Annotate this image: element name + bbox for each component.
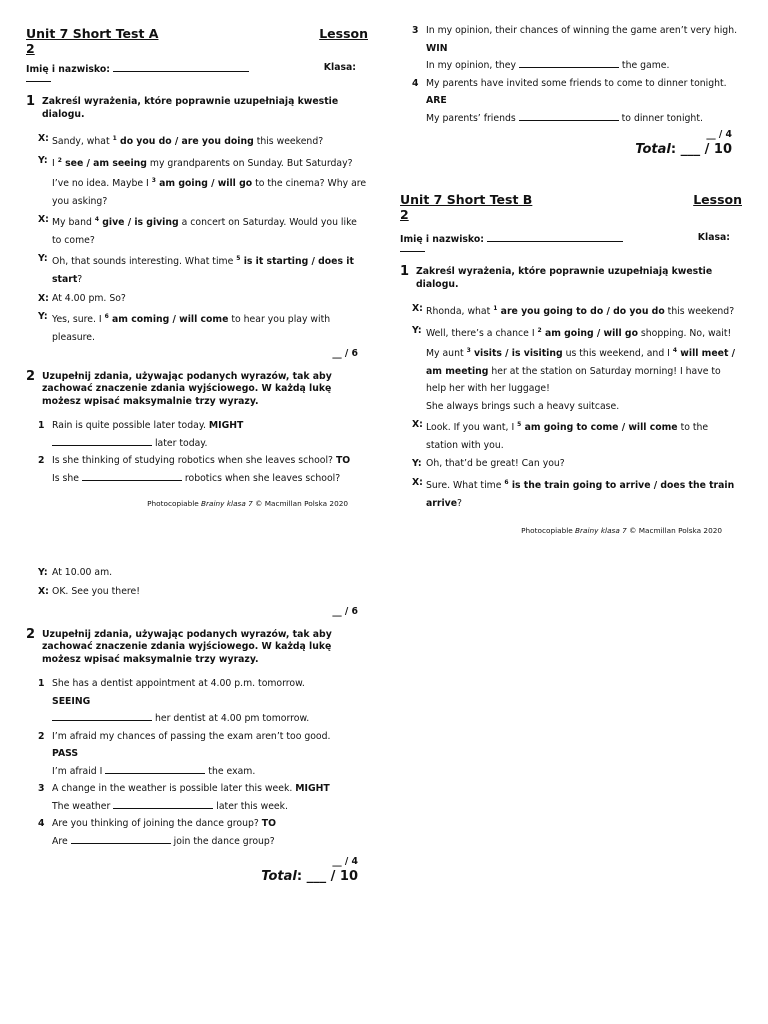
item-text: In my opinion, they (426, 60, 519, 71)
item-number: 4 (412, 77, 419, 89)
speaker-label: X: (38, 292, 49, 304)
class-label: Klasa: (323, 62, 356, 73)
speaker-label: X: (412, 419, 423, 431)
speaker-label: Y: (412, 324, 422, 336)
dialogue-line (400, 455, 742, 473)
total-label: Total (261, 868, 297, 884)
dialogue-line (26, 152, 368, 211)
class-blank[interactable] (26, 76, 51, 82)
name-blank[interactable] (113, 62, 249, 72)
test-b-header (400, 192, 742, 222)
answer-blank[interactable] (519, 58, 619, 68)
answer-choice[interactable]: am coming / will come (108, 314, 229, 326)
exercise-1-instructions (400, 266, 742, 291)
footer-book: Brainy klasa 7 (575, 526, 627, 536)
gap-number: 6 (104, 313, 109, 321)
exercise-score: __ / 6 (332, 606, 358, 617)
exercise-score: __ / 4 (332, 856, 358, 868)
gap-number: 5 (236, 255, 241, 263)
item-text: later today. (152, 437, 208, 449)
test-a-page-2 (400, 22, 742, 158)
item-number: 3 (412, 25, 419, 36)
keyword: SEEING (52, 695, 91, 707)
gap-number: 3 (151, 177, 156, 185)
dialogue-line (26, 290, 368, 308)
dialogue-text: I’ve no idea. Maybe I (52, 178, 152, 190)
gap-number: 2 (57, 156, 62, 164)
item-number: 4 (38, 818, 45, 830)
dialogue-text: Sure. What time (426, 480, 505, 492)
answer-choice[interactable]: am going to come / will come (521, 422, 678, 434)
item-number: 2 (38, 730, 45, 742)
test-a-header (26, 26, 368, 56)
exercise-score: __ / 6 (332, 348, 358, 360)
item-text: Are (52, 835, 71, 847)
dialogue-text: to the cinema? Why are you asking? (52, 178, 367, 207)
dialogue-line (400, 416, 742, 454)
answer-blank[interactable] (52, 436, 152, 446)
exercise-number: 2 (26, 368, 36, 384)
keyword: TO (335, 455, 351, 467)
answer-blank[interactable] (71, 834, 171, 844)
transformation-item (400, 75, 742, 128)
exercise-number: 1 (26, 94, 36, 109)
item-text: Is she (52, 472, 82, 484)
exercise-score: __ / 4 (706, 129, 732, 140)
item-text: Are you thinking of joining the dance group? (52, 818, 262, 830)
dialogue-text: Oh, that’d be great! Can you? (426, 458, 565, 470)
test-b-page-2 (26, 564, 368, 885)
test-b-title: Unit 7 Short Test B (400, 192, 533, 207)
answer-choice[interactable]: am going / will go (541, 327, 638, 339)
item-text: She has a dentist appointment at 4.00 p.m. tomorrow. (52, 678, 305, 690)
transformation-item (400, 22, 742, 75)
transformation-item (26, 728, 368, 781)
test-b-name-row (400, 232, 742, 246)
speaker-label: Y: (38, 154, 48, 166)
total-value: : ___ / 10 (296, 868, 358, 884)
dialogue-text: this weekend? (664, 306, 735, 318)
total-label: Total (635, 141, 671, 157)
speaker-label: Y: (38, 253, 48, 265)
test-b-lesson: Lesson (693, 192, 742, 207)
item-number: 1 (38, 420, 45, 432)
dialogue-text: I (52, 157, 58, 169)
dialogue-line (26, 564, 368, 582)
item-text: My parents have invited some friends to come to dinner tonight. (426, 77, 727, 89)
item-text: In my opinion, their chances of winning the game aren’t very high. (426, 25, 738, 36)
keyword: MIGHT (208, 420, 244, 432)
exercise-number: 1 (400, 264, 410, 279)
item-text: robotics when she leaves school? (181, 472, 341, 484)
dialogue-line (400, 322, 742, 416)
item-text: later this week. (213, 800, 288, 812)
item-text: join the dance group? (170, 835, 275, 847)
exercise-number: 2 (26, 626, 36, 642)
dialogue-text: shopping. No, wait! My aunt (426, 327, 732, 360)
item-number: 2 (38, 455, 45, 467)
name-label: Imię i nazwisko: (26, 64, 110, 75)
footer-book: Brainy klasa 7 (201, 499, 253, 509)
answer-choice[interactable]: give / is giving (99, 217, 179, 229)
speaker-label: X: (38, 133, 49, 145)
dialogue-text: to hear you play with pleasure. (52, 314, 331, 343)
transformation-item (26, 452, 368, 487)
item-text: I’m afraid my chances of passing the exam aren’t too good. (52, 730, 331, 742)
exercise-instructions: Zakreśl wyrażenia, które poprawnie uzupełniają kwestie dialogu. (42, 96, 339, 120)
exercise-2-instructions (26, 626, 368, 667)
answer-choice[interactable]: will meet / am meeting (426, 348, 736, 377)
speaker-label: Y: (38, 567, 48, 578)
dialogue-line (26, 583, 368, 601)
footer-text: © Macmillan Polska 2020 (626, 526, 722, 536)
item-text: her dentist at 4.00 pm tomorrow. (152, 713, 310, 725)
item-text: The weather (52, 800, 114, 812)
exercise-1-instructions (26, 96, 368, 121)
dialogue-text: my grandparents on Sunday. But Saturday? (146, 157, 353, 169)
name-label: Imię i nazwisko: (400, 234, 484, 245)
answer-choice[interactable]: is it starting / does it start (52, 256, 354, 286)
speaker-label: X: (412, 476, 423, 488)
transformation-item (26, 675, 368, 728)
dialogue-text: Rhonda, what (426, 306, 494, 318)
footer-text: Photocopiable (521, 526, 576, 536)
dialogue-text: Look. If you want, I (426, 422, 518, 434)
dialogue-text: Well, there’s a chance I (426, 327, 538, 339)
answer-choice[interactable]: is the train going to arrive / does the train arrive (426, 480, 735, 509)
item-text: Is she thinking of studying robotics when she leaves school? (52, 455, 336, 467)
dialogue-line (26, 211, 368, 249)
test-a-lesson: Lesson (319, 26, 368, 41)
footer-text: Photocopiable (147, 499, 202, 509)
speaker-label: Y: (412, 458, 422, 470)
name-blank[interactable] (487, 232, 623, 242)
gap-number: 3 (466, 347, 471, 355)
answer-blank[interactable] (105, 764, 205, 774)
dialogue-text: At 4.00 pm. So? (52, 292, 126, 304)
dialogue-line (26, 250, 368, 288)
test-a-page-1 (26, 26, 368, 509)
item-text: to dinner tonight. (618, 112, 703, 124)
dialogue-line (400, 300, 742, 321)
copyright-footer (400, 526, 742, 536)
answer-choice[interactable]: are you going to do / do you do (497, 306, 665, 318)
total-score (400, 142, 742, 158)
class-blank[interactable] (400, 246, 425, 252)
dialogue-line (400, 474, 742, 512)
dialogue-text: a concert on Saturday. Would you like to come? (52, 217, 357, 246)
dialogue-text: Yes, sure. I (52, 314, 105, 326)
speaker-label: X: (412, 303, 423, 315)
dialogue-text: to the station with you. (426, 422, 709, 451)
copyright-footer (26, 499, 368, 509)
transformation-item (26, 815, 368, 850)
total-value: : ___ / 10 (670, 141, 732, 157)
footer-text: © Macmillan Polska 2020 (252, 499, 348, 509)
item-text: I’m afraid I (52, 765, 106, 777)
dialogue-text: At 10.00 am. (52, 567, 113, 578)
answer-blank[interactable] (113, 799, 213, 809)
keyword: TO (261, 818, 277, 830)
test-b-lesson-number: 2 (400, 207, 409, 222)
transformation-item (26, 780, 368, 815)
gap-number: 1 (112, 135, 117, 143)
exercise-instructions: Zakreśl wyrażenia, które poprawnie uzupełniają kwestie dialogu. (416, 266, 713, 290)
item-text: the exam. (205, 765, 256, 777)
gap-number: 1 (493, 305, 498, 313)
speaker-label: X: (38, 585, 49, 597)
answer-blank[interactable] (519, 111, 619, 121)
class-label: Klasa: (697, 232, 730, 243)
test-b-page-1 (400, 192, 742, 536)
dialogue-line (26, 308, 368, 346)
speaker-label: X: (38, 214, 49, 226)
answer-choice[interactable]: do you do / are you doing (116, 136, 254, 148)
exercise-2-instructions (26, 368, 368, 409)
gap-number: 4 (672, 347, 678, 355)
dialogue-text: ? (77, 274, 83, 286)
test-a-title: Unit 7 Short Test A (26, 26, 159, 41)
dialogue-text: Oh, that sounds interesting. What time (52, 256, 237, 268)
dialogue-text: OK. See you there! (52, 585, 140, 597)
answer-blank[interactable] (82, 471, 182, 481)
answer-blank[interactable] (52, 711, 152, 721)
answer-choice[interactable]: see / am seeing (61, 157, 147, 169)
dialogue-text: ? (457, 497, 462, 509)
item-number: 3 (38, 783, 45, 795)
gap-number: 6 (504, 478, 509, 486)
speaker-label: Y: (38, 311, 48, 323)
total-score (26, 869, 368, 885)
keyword: WIN (426, 42, 448, 54)
keyword: MIGHT (295, 783, 330, 795)
exercise-instructions: Uzupełnij zdania, używając podanych wyrazów, tak aby zachować znaczenie zdania wyjściowego. W każdą lukę możesz wpisać maksymalnie trzy wyrazy. (42, 628, 332, 665)
transformation-item (26, 417, 368, 452)
dialogue-text: us this weekend, and I (562, 348, 673, 360)
gap-number: 2 (537, 326, 542, 334)
answer-choice[interactable]: visits / is visiting (470, 348, 563, 360)
answer-choice[interactable]: am going / will go (155, 178, 253, 190)
dialogue-text: this weekend? (253, 136, 324, 148)
dialogue-line (26, 130, 368, 151)
item-text: Rain is quite possible later today. (52, 420, 209, 432)
gap-number: 5 (517, 421, 522, 429)
item-text: A change in the weather is possible later this week. (52, 783, 296, 795)
test-a-name-row (26, 62, 368, 76)
gap-number: 4 (94, 216, 100, 224)
dialogue-text: her at the station on Saturday morning! I have to help her with her luggage! (426, 365, 721, 395)
item-text: My parents’ friends (426, 112, 519, 124)
keyword: ARE (426, 95, 447, 106)
keyword: PASS (52, 748, 79, 760)
dialogue-text: She always brings such a heavy suitcase. (426, 400, 620, 412)
dialogue-text: Sandy, what (52, 136, 113, 148)
test-a-lesson-number: 2 (26, 41, 35, 56)
item-text: the game. (618, 60, 670, 71)
dialogue-text: My band (52, 217, 95, 229)
item-number: 1 (38, 678, 45, 690)
exercise-instructions: Uzupełnij zdania, używając podanych wyrazów, tak aby zachować znaczenie zdania wyjściowego. W każdą lukę możesz wpisać maksymalnie trzy wyrazy. (42, 370, 332, 407)
